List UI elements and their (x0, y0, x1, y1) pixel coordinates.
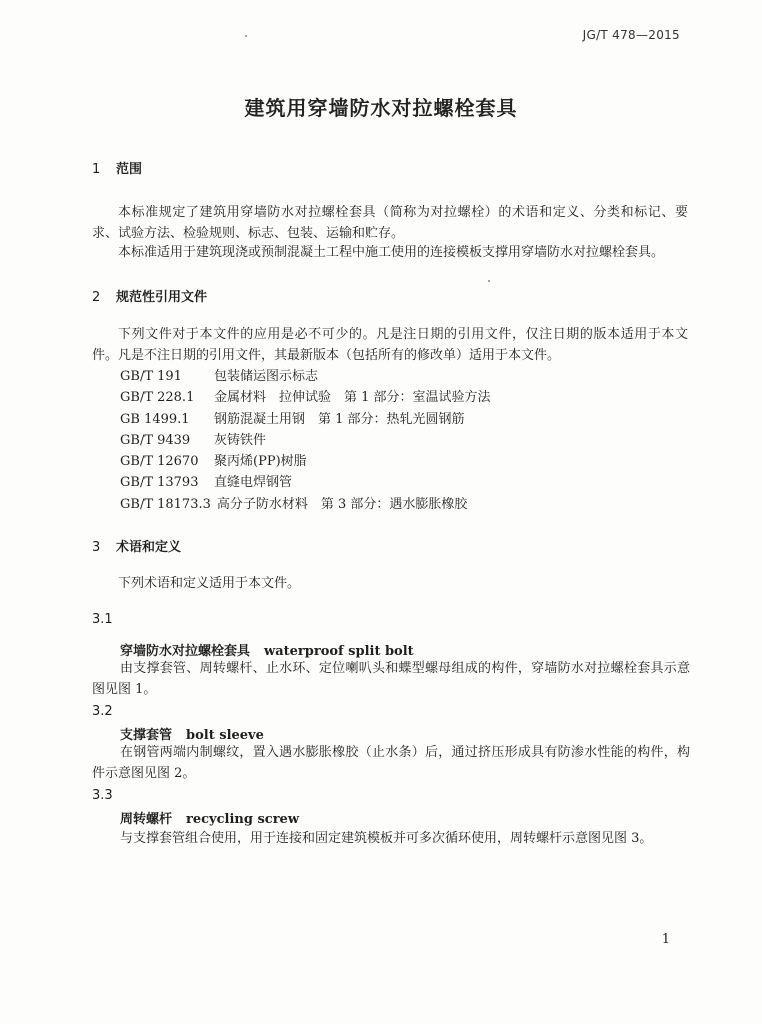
reference-item (120, 430, 680, 451)
page-number: 1 (661, 932, 670, 947)
term-definition: 在钢管两端内制螺纹，置入遇水膨胀橡胶（止水条）后，通过挤压形成具有防渗水性能的构件，构件示意图见图 2。 (92, 745, 690, 781)
reference-item (120, 451, 680, 472)
term-definition: 由支撑套管、周转螺杆、止水环、定位喇叭头和蝶型螺母组成的构件，穿墙防水对拉螺栓套具示意图见图 1。 (92, 661, 690, 697)
term-number: 3.3 (92, 788, 113, 803)
term-heading (120, 808, 299, 827)
reference-title: 聚丙烯(PP)树脂 (214, 454, 307, 470)
term-english: bolt sleeve (186, 728, 264, 743)
term-heading (120, 640, 414, 659)
references-intro: 下列文件对于本文件的应用是必不可少的。凡是注日期的引用文件，仅注日期的版本适用于本文件。凡是不注日期的引用文件，其最新版本（包括所有的修改单）适用于本文件。 (92, 327, 688, 363)
reference-item (120, 387, 680, 408)
scope-paragraph-1: 本标准规定了建筑用穿墙防水对拉螺栓套具（简称为对拉螺栓）的术语和定义、分类和标记、要求、试验方法、检验规则、标志、包装、运输和贮存。 (92, 205, 688, 241)
reference-code: GB 1499.1 (120, 411, 190, 427)
reference-code: GB/T 228.1 (120, 390, 195, 406)
reference-item (120, 472, 680, 493)
section-title: 术语和定义 (116, 540, 182, 555)
reference-title: 钢筋混凝土用钢 第 1 部分：热轧光圆钢筋 (214, 411, 465, 427)
term-number: 3.2 (92, 704, 113, 719)
reference-code: GB/T 9439 (120, 432, 191, 448)
terms-intro: 下列术语和定义适用于本文件。 (118, 576, 301, 591)
section-3-heading (92, 538, 692, 557)
term-chinese: 周转螺杆 (120, 812, 173, 827)
reference-title: 金属材料 拉伸试验 第 1 部分：室温试验方法 (214, 390, 491, 406)
term-chinese: 穿墙防水对拉螺栓套具 (120, 644, 251, 659)
scan-speck (245, 35, 247, 37)
section-number: 1 (92, 162, 101, 177)
reference-title: 高分子防水材料 第 3 部分：遇水膨胀橡胶 (216, 496, 468, 512)
section-number: 2 (92, 290, 101, 305)
term-english: recycling screw (186, 812, 300, 827)
reference-title: 直缝电焊钢管 (214, 475, 293, 491)
scan-speck (488, 280, 490, 282)
reference-code: GB/T 12670 (120, 454, 199, 470)
reference-title: 包装储运图示标志 (214, 369, 319, 384)
reference-code: GB/T 191 (120, 369, 182, 384)
scope-paragraph-2: 本标准适用于建筑现浇或预制混凝土工程中施工使用的连接模板支撑用穿墙防水对拉螺栓套具。 (118, 245, 665, 260)
section-title: 范围 (116, 162, 143, 177)
reference-code: GB/T 18173.3 (120, 496, 211, 512)
section-1-heading (92, 160, 692, 179)
term-english: waterproof split bolt (264, 644, 414, 659)
reference-item (120, 494, 680, 515)
term-definition: 与支撑套管组合使用，用于连接和固定建筑模板并可多次循环使用，周转螺杆示意图见图 3。 (120, 831, 653, 846)
term-number: 3.1 (92, 612, 113, 627)
document-title: 建筑用穿墙防水对拉螺栓套具 (244, 96, 518, 120)
term-chinese: 支撑套管 (120, 728, 173, 743)
term-heading (120, 724, 264, 743)
reference-item (120, 366, 680, 387)
standard-code: JG/T 478—2015 (582, 28, 680, 42)
reference-code: GB/T 13793 (120, 475, 199, 491)
section-2-heading (92, 288, 692, 307)
section-title: 规范性引用文件 (116, 290, 208, 305)
reference-item (120, 409, 680, 430)
section-number: 3 (92, 540, 101, 555)
reference-list (120, 366, 680, 515)
reference-title: 灰铸铁件 (214, 432, 267, 448)
